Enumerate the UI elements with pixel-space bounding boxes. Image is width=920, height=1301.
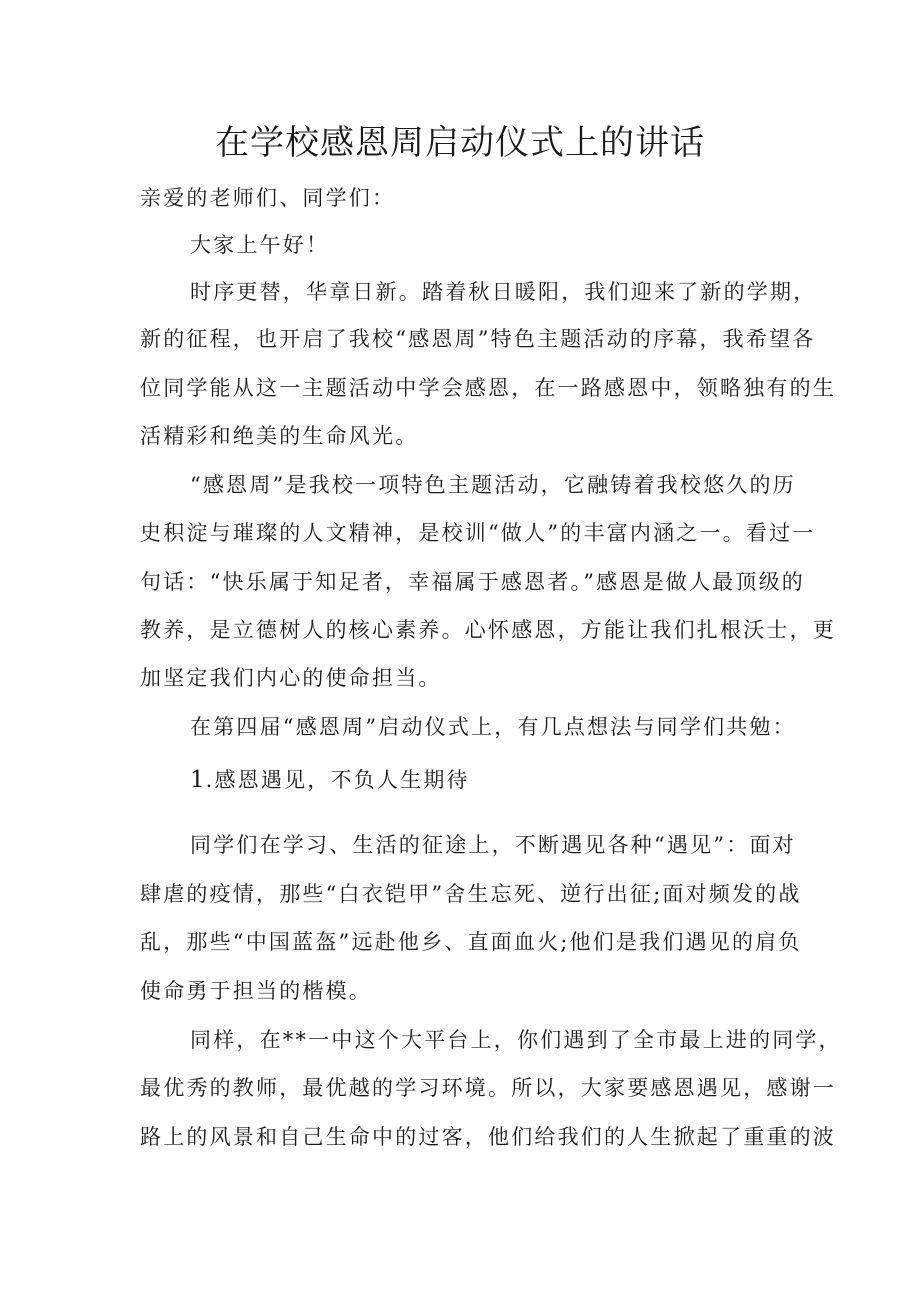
- paragraph-3: 在第四届“感恩周”启动仪式上，有几点想法与同学们共勉：: [190, 715, 796, 739]
- paragraph-2-line-3: 句话：“快乐属于知足者，幸福属于感恩者。”感恩是做人最顶级的: [140, 570, 805, 594]
- paragraph-1-line-2: 新的征程，也开启了我校“感恩周”特色主题活动的序幕，我希望各: [140, 327, 816, 351]
- paragraph-5-line-1: 同样，在**一中这个大平台上，你们遇到了全市最上进的同学，: [190, 1028, 842, 1052]
- paragraph-2-line-2: 史积淀与璀璨的人文精神，是校训“做人”的丰富内涵之一。看过一: [140, 521, 816, 545]
- section-heading-number: 1: [190, 767, 206, 793]
- section-heading-text: .感恩遇见，不负人生期待: [205, 768, 470, 792]
- paragraph-5-line-3: 路上的风景和自己生命中的过客，他们给我们的人生掀起了重重的波: [140, 1125, 836, 1149]
- section-heading-1: [190, 765, 790, 795]
- paragraph-4-line-1: 同学们在学习、生活的征途上，不断遇见各种“遇见”：面对: [190, 833, 796, 857]
- paragraph-5-line-2: 最优秀的教师，最优越的学习环境。所以，大家要感恩遇见，感谢一: [140, 1076, 836, 1100]
- paragraph-1-line-4: 活精彩和绝美的生命风光。: [140, 424, 419, 448]
- paragraph-1-line-3: 位同学能从这一主题活动中学会感恩，在一路感恩中，领略独有的生: [140, 376, 836, 400]
- salutation: 亲爱的老师们、同学们：: [140, 186, 396, 210]
- paragraph-1-line-1: 时序更替，华章日新。踏着秋日暖阳，我们迎来了新的学期，: [190, 280, 817, 304]
- paragraph-2-line-4: 教养，是立德树人的核心素养。心怀感恩，方能让我们扎根沃士，更: [140, 618, 836, 642]
- document-title: 在学校感恩周启动仪式上的讲话: [215, 123, 705, 163]
- paragraph-4-line-4: 使命勇于担当的楷模。: [140, 979, 372, 1003]
- paragraph-4-line-2: 肆虐的疫情，那些“白衣铠甲”舍生忘死、逆行出征;面对频发的战: [140, 882, 802, 906]
- paragraph-2-line-5: 加坚定我们内心的使命担当。: [140, 666, 442, 690]
- paragraph-4-line-3: 乱，那些“中国蓝盔”远赴他乡、直面血火;他们是我们遇见的肩负: [140, 930, 802, 954]
- greeting: 大家上午好！: [190, 233, 330, 257]
- paragraph-2-line-1: “感恩周”是我校一项特色主题活动，它融铸着我校悠久的历: [190, 473, 796, 497]
